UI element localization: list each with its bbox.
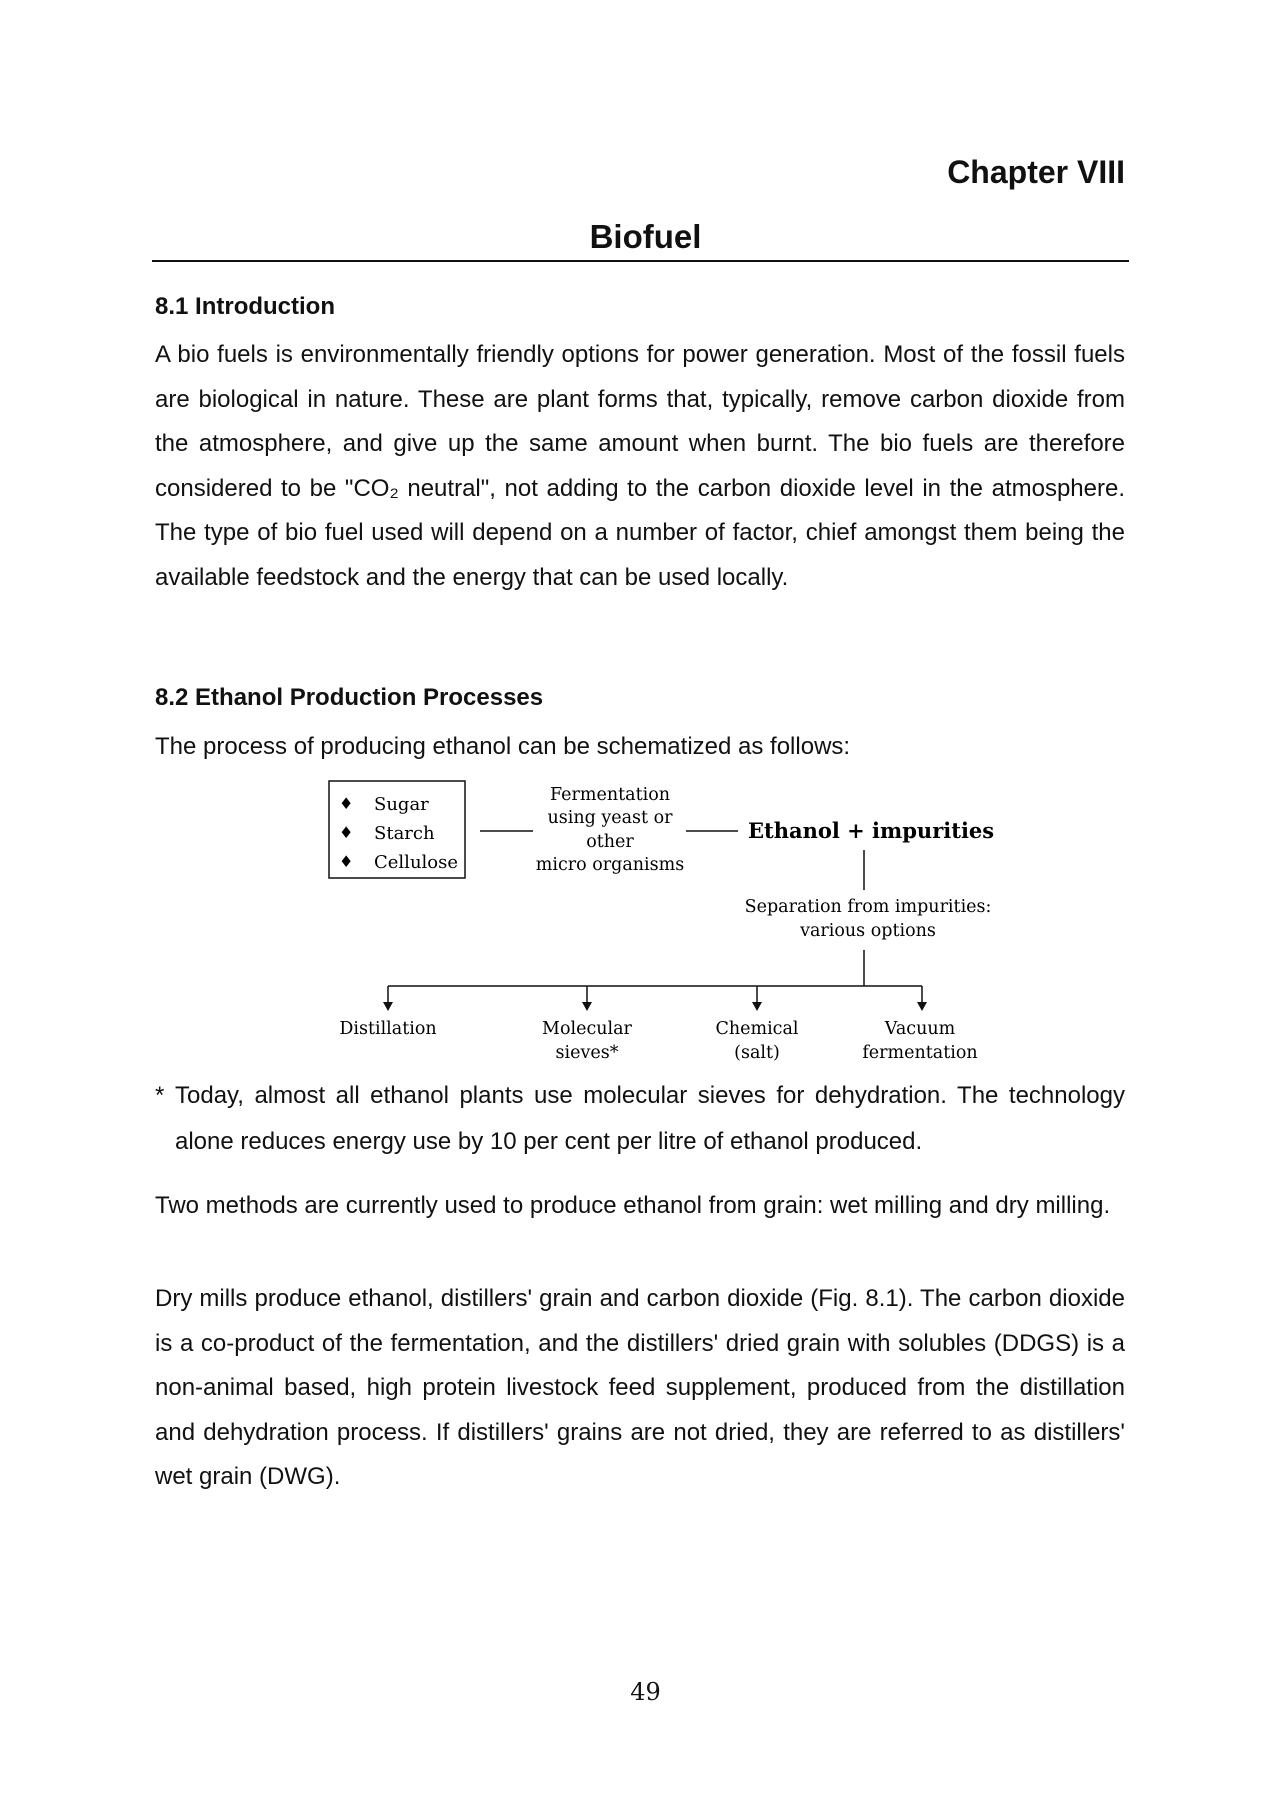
schematic-intro-paragraph: The process of producing ethanol can be schematized as follows: (155, 733, 851, 760)
intro-paragraph: A bio fuels is environmentally friendly options for power generation. Most of the fossil fuels are biological in nature. These are plant forms that, typically, remove carbon dioxide from the atmosphere, and give up the same amount when burnt. The bio fuels are therefore considered to be "CO₂ neutral", not adding to the carbon dioxide level in the atmosphere. The type of bio fuel used will depend on a number of factor, chief amongst them being the available feedstock and the energy that can be used locally. (155, 341, 1125, 591)
milling-methods-paragraph: Two methods are currently used to produce ethanol from grain: wet milling and dry milling. (155, 1192, 1111, 1219)
section-heading-ethanol-production: 8.2 Ethanol Production Processes (155, 684, 544, 711)
option-molecular-sieves-line-1: Molecular (542, 1019, 632, 1039)
option-chemical-line-1: Chemical (715, 1019, 799, 1039)
option-chemical-line-2: (salt) (734, 1043, 780, 1063)
page-title: Biofuel (589, 218, 702, 255)
option-vacuum-line-1: Vacuum (884, 1019, 956, 1039)
feedstock-bullet: ♦ (339, 823, 354, 842)
process-line-4: micro organisms (535, 855, 685, 875)
footnote (155, 1073, 1125, 1165)
footnote-text: Today, almost all ethanol plants use molecular sieves for dehydration. The technology alone reduces energy use by 10 per cent per litre of ethanol produced. (175, 1082, 1125, 1155)
footnote-mark: * (155, 1082, 165, 1109)
option-molecular-sieves-line-2: sieves* (555, 1043, 619, 1063)
process-line-3: other (586, 832, 634, 852)
feedstock-sugar: Sugar (374, 794, 429, 815)
page-number: 49 (630, 1678, 661, 1706)
feedstock-starch: Starch (374, 823, 435, 844)
feedstock-bullet: ♦ (339, 852, 354, 871)
feedstock-cellulose: Cellulose (374, 852, 459, 873)
arrow-head (383, 1002, 393, 1011)
feedstock-bullet: ♦ (339, 794, 354, 813)
process-line-2: using yeast or (547, 808, 673, 828)
process-line-1: Fermentation (549, 785, 671, 805)
option-vacuum-line-2: fermentation (862, 1043, 978, 1063)
product-label: Ethanol + impurities (748, 818, 995, 843)
separation-line-2: various options (800, 921, 936, 941)
dry-mills-paragraph: Dry mills produce ethanol, distillers' grain and carbon dioxide (Fig. 8.1). The carbon dioxide is a co-product of the fermentation, and the distillers' dried grain with solubles (DDGS) is a non-animal based, high protein livestock feed supplement, produced from the distillation and dehydration process. If distillers' grains are not dried, they are referred to as distillers' wet grain (DWG). (155, 1285, 1125, 1490)
arrow-head (917, 1002, 927, 1011)
ethanol-process-diagram (320, 770, 1020, 1070)
section-heading-introduction: 8.1 Introduction (155, 293, 335, 320)
chapter-label: Chapter VIII (947, 154, 1125, 190)
option-distillation: Distillation (339, 1019, 437, 1039)
separation-line-1: Separation from impurities: (744, 897, 992, 917)
title-rule (152, 260, 1129, 262)
arrow-head (582, 1002, 592, 1011)
arrow-head (752, 1002, 762, 1011)
